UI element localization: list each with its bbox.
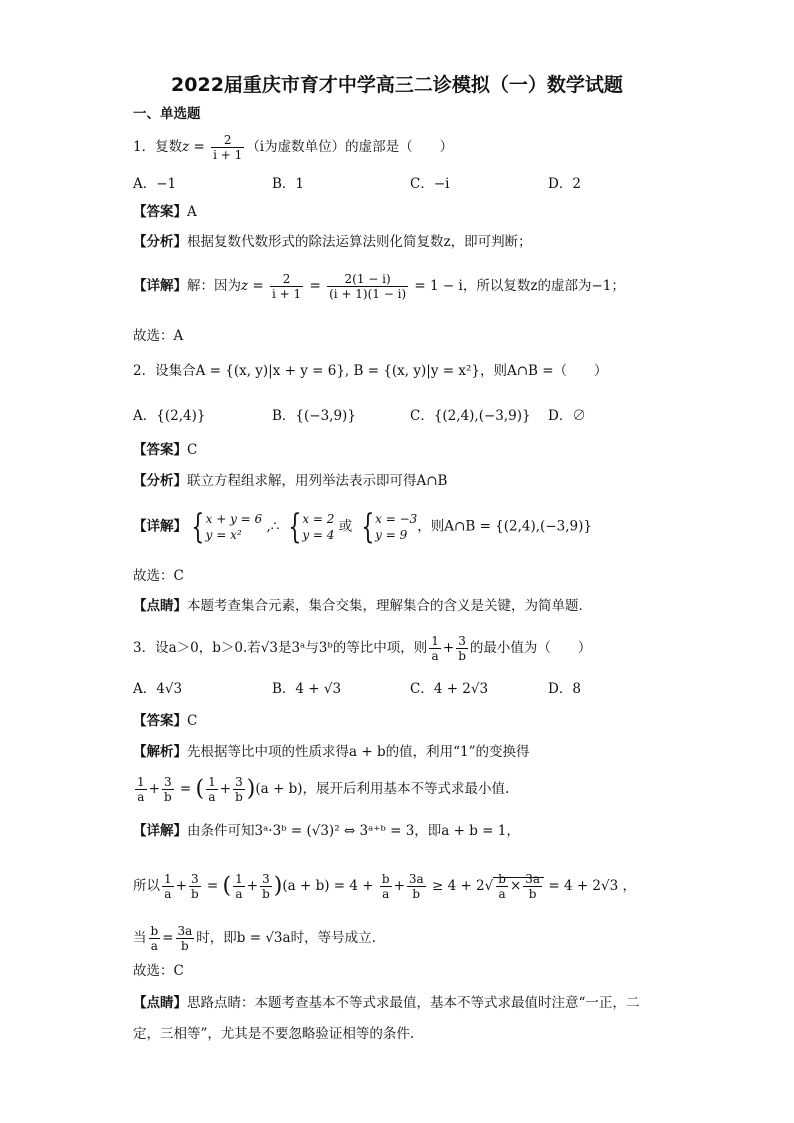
q2-stem: 2．设集合A = {(x, y)|x + y = 6}, B = {(x, y)|y = x²}，则A∩B =（ ） xyxy=(133,363,608,379)
page-title: 2022届重庆市育才中学高三二诊模拟（一）数学试题 xyxy=(171,74,623,96)
q3-equality: 当 $\frac{b}{a}$ = $\frac{3a}{b}$ 时，即b = √3a时，等号成立. xyxy=(133,924,376,953)
q1-stem: 1．复数z = $\frac{2}{i + 1}$ （i为虚数单位）的虚部是（ ） xyxy=(133,133,454,162)
q2-option-c: C．{(2,4),(−3,9)} xyxy=(410,408,531,424)
q2-comment: 【点睛】本题考查集合元素，集合交集，理解集合的含义是关键，为简单题． xyxy=(133,598,592,614)
q3-option-d: D．8 xyxy=(548,681,581,697)
q3-option-b: B．4 + √3 xyxy=(272,681,342,697)
q3-detail: 【详解】由条件可知3ᵃ·3ᵇ = (√3)² ⇔ 3ᵃ⁺ᵇ = 3，即a + b = 1， xyxy=(133,823,520,839)
q1-option-b: B．1 xyxy=(272,176,305,192)
q2-option-b: B．{(−3,9)} xyxy=(272,408,356,424)
q2-choice: 故选：C xyxy=(133,568,184,584)
q3-derivation: 所以 $\frac{1}{a}$ + $\frac{3}{b}$ = ( $\frac{1}{a}$ + $\frac{3}{b}$ )(a + b) = 4 + $\frac{b}{a}$ + $\frac{3a}{b}$ ≥ 4 + 2√ $\frac{b}{a}$ × $\frac{3a}{b}$ = 4 + 2√3 ， xyxy=(133,872,636,901)
q3-option-a: A．4√3 xyxy=(133,681,183,697)
q1-fraction: $\frac{2}{i + 1}$ xyxy=(213,133,243,162)
q1-analysis: 【分析】根据复数代数形式的除法运算法则化简复数z，即可判断； xyxy=(133,234,532,250)
q1-option-c: C．−i xyxy=(410,176,450,192)
q2-analysis: 【分析】联立方程组求解，用列举法表示即可得A∩B xyxy=(133,473,448,489)
q3-answer: 【答案】C xyxy=(133,713,198,729)
q2-option-d: D．∅ xyxy=(548,408,586,424)
q3-comment-cont: 定，三相等”，尤其是不要忽略验证相等的条件. xyxy=(133,1026,415,1042)
q3-comment: 【点睛】思路点睛：本题考查基本不等式求最值，基本不等式求最值时注意“一正，二 xyxy=(133,995,640,1011)
q2-detail: 【详解】 {x + y = 6 y = x² ,∴ {x = 2 y = 4 或 {x = −3 y = 9，则A∩B = {(2,4),(−3,9)} xyxy=(133,507,592,547)
q1-option-a: A．−1 xyxy=(133,176,177,192)
q2-option-a: A．{(2,4)} xyxy=(133,408,206,424)
q1-detail: 【详解】解：因为z = $\frac{2}{i + 1}$ = $\frac{2(1 - i)}{(i + 1)(1 - i)}$ = 1 − i，所以复数z的虚部为−1； xyxy=(133,272,625,301)
q1-choice: 故选：A xyxy=(133,328,184,344)
q1-answer: 【答案】A xyxy=(133,204,197,220)
q3-option-c: C．4 + 2√3 xyxy=(410,681,489,697)
q3-stem: 3．设a＞0，b＞0.若√3是3ᵃ与3ᵇ的等比中项，则 $\frac{1}{a}$ + $\frac{3}{b}$ 的最小值为（ ） xyxy=(133,634,592,663)
q3-analysis-formula: $\frac{1}{a}$ + $\frac{3}{b}$ = ( $\frac{1}{a}$ + $\frac{3}{b}$ )(a + b)，展开后利用基本不等式求最小值. xyxy=(137,775,510,804)
q2-answer: 【答案】C xyxy=(133,442,198,458)
section-heading: 一、单选题 xyxy=(133,106,201,122)
q3-choice: 故选：C xyxy=(133,963,184,979)
q1-option-d: D．2 xyxy=(548,176,581,192)
q3-analysis: 【解析】先根据等比中项的性质求得a + b的值，利用“1”的变换得 xyxy=(133,744,530,760)
